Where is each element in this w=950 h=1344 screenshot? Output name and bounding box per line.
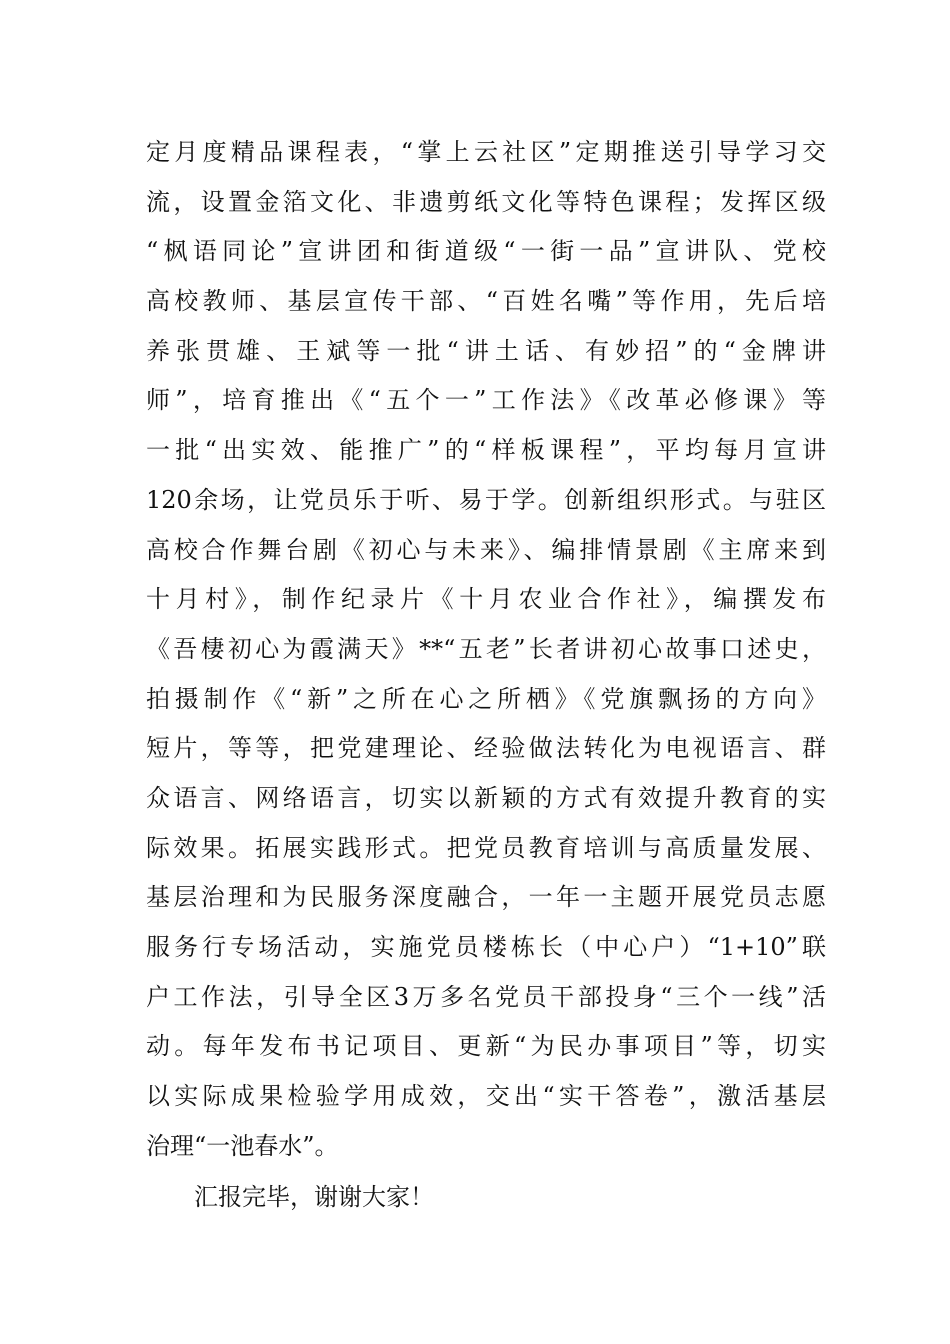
- paragraph-line: 高校合作舞台剧《初心与未来》、编排情景剧《主席来到: [146, 535, 826, 564]
- paragraph-line: 定月度精品课程表，“掌上云社区”定期推送引导学习交: [146, 138, 826, 166]
- paragraph-line: 养张贯雄、王斌等一批“讲土话、有妙招”的“金牌讲: [146, 336, 826, 365]
- paragraph-line: 服务行专场活动，实施党员楼栋长（中心户）“1+10”联: [146, 933, 826, 961]
- paragraph-line: 基层治理和为民服务深度融合，一年一主题开展党员志愿: [146, 883, 826, 912]
- paragraph-line: 拍摄制作《“新”之所在心之所栖》《党旗飘扬的方向》: [146, 684, 826, 713]
- closing-remark: 汇报完毕，谢谢大家！: [194, 1183, 434, 1211]
- paragraph-line: 《吾棲初心为霞满天》**“五老”长者讲初心故事口述史，: [146, 634, 826, 663]
- paragraph-line: 短片，等等，把党建理论、经验做法转化为电视语言、群: [146, 734, 826, 763]
- paragraph-line: 际效果。拓展实践形式。把党员教育培训与高质量发展、: [146, 833, 826, 862]
- paragraph-line: 以实际成果检验学用成效，交出“实干答卷”，激活基层: [146, 1082, 826, 1111]
- paragraph-line: 众语言、网络语言，切实以新颖的方式有效提升教育的实: [146, 783, 826, 812]
- paragraph-line: 动。每年发布书记项目、更新“为民办事项目”等，切实: [146, 1032, 826, 1061]
- paragraph-line: “枫语同论”宣讲团和街道级“一街一品”宣讲队、党校: [146, 237, 826, 266]
- body-paragraph: [146, 128, 826, 1171]
- paragraph-line: 一批“出实效、能推广”的“样板课程”，平均每月宣讲: [146, 436, 826, 465]
- paragraph-line: 十月村》，制作纪录片《十月农业合作社》，编撰发布: [146, 585, 826, 614]
- paragraph-line: 流，设置金箔文化、非遗剪纸文化等特色课程；发挥区级: [146, 187, 826, 216]
- paragraph-line: 120余场，让党员乐于听、易于学。创新组织形式。与驻区: [146, 485, 826, 514]
- paragraph-line: 治理“一池春水”。: [146, 1131, 339, 1160]
- paragraph-line: 高校教师、基层宣传干部、“百姓名嘴”等作用，先后培: [146, 287, 826, 316]
- paragraph-line: 户工作法，引导全区3万多名党员干部投身“三个一线”活: [146, 982, 826, 1011]
- paragraph-line: 师”，培育推出《“五个一”工作法》《改革必修课》等: [146, 386, 826, 415]
